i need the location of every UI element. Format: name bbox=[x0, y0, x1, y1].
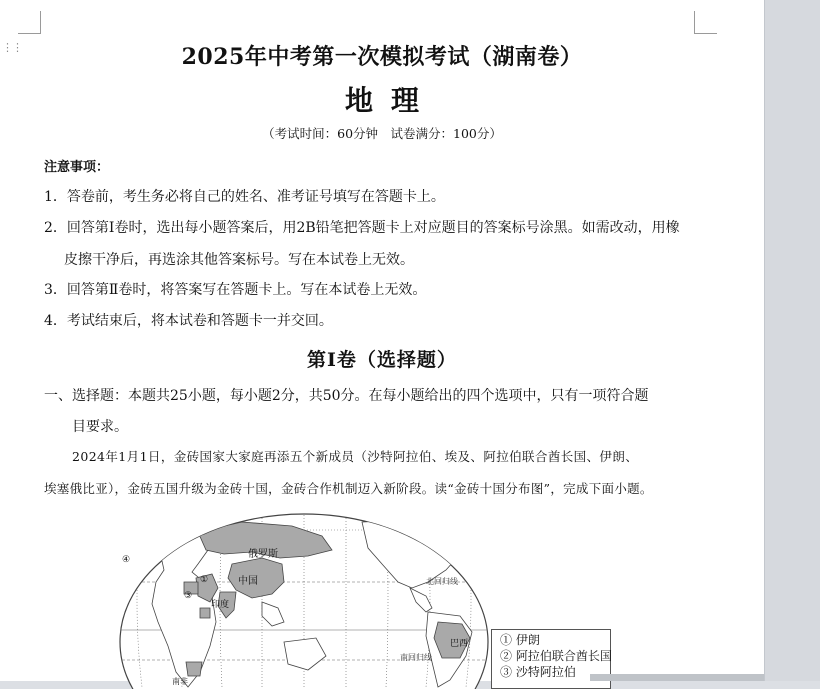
section-instruction-continuation: 目要求。 bbox=[72, 419, 128, 435]
legend-item: ① 伊朗 bbox=[500, 633, 540, 647]
map-label-china: 中国 bbox=[238, 576, 258, 587]
right-side-panel bbox=[764, 0, 820, 681]
section-instruction: 一、选择题：本题共25小题，每小题2分，共50分。在每小题给出的四个选项中，只有一项符合题 bbox=[44, 388, 649, 404]
notice-heading: 注意事项： bbox=[44, 160, 110, 175]
exam-title: 2025年中考第一次模拟考试（湖南卷） bbox=[181, 44, 583, 70]
map-label-south-tropic: 南回归线 bbox=[400, 653, 432, 662]
question-intro-continuation: 埃塞俄比亚），金砖五国升级为金砖十国，金砖合作机制迈入新阶段。读“金砖十国分布图”，完成下面小题。 bbox=[44, 481, 653, 496]
floating-toolbar-edge[interactable] bbox=[590, 674, 764, 681]
notice-item: 4．考试结束后，将本试卷和答题卡一并交回。 bbox=[44, 313, 333, 329]
map-label-india: 印度 bbox=[211, 600, 230, 610]
legend-item: ③ 沙特阿拉伯 bbox=[500, 665, 576, 679]
question-intro: 2024年1月1日，金砖国家大家庭再添五个新成员（沙特阿拉伯、埃及、阿拉伯联合酋长国、伊朗、 bbox=[72, 449, 639, 464]
notice-item: 3．回答第Ⅱ卷时，将答案写在答题卡上。写在本试卷上无效。 bbox=[44, 282, 427, 298]
map-marker-3: ③ bbox=[184, 591, 193, 601]
exam-info: （考试时间：60分钟 试卷满分：100分） bbox=[262, 126, 502, 141]
page-corner-mark-top-left bbox=[18, 11, 41, 34]
notice-item: 2．回答第Ⅰ卷时，选出每小题答案后，用2B铅笔把答题卡上对应题目的答案标号涂黑。如需改动，用橡 bbox=[44, 220, 680, 236]
map-marker-1: ① bbox=[200, 575, 209, 585]
part-title: 第Ⅰ卷（选择题） bbox=[307, 349, 457, 371]
legend-item: ② 阿拉伯联合酋长国 bbox=[500, 649, 612, 663]
page-corner-mark-top-right bbox=[694, 11, 717, 34]
south-africa-landmass bbox=[186, 662, 202, 676]
map-label-south-africa: 南非 bbox=[172, 677, 188, 686]
ethiopia-landmass bbox=[200, 608, 210, 618]
map-label-brazil: 巴西 bbox=[450, 639, 469, 649]
map-marker-4: ④ bbox=[122, 555, 131, 565]
notice-item: 1．答卷前，考生务必将自己的姓名、准考证号填写在答题卡上。 bbox=[44, 189, 445, 205]
map-label-russia: 俄罗斯 bbox=[248, 549, 278, 560]
map-label-north-tropic: 北回归线 bbox=[426, 577, 458, 586]
subject-title: 地理 bbox=[344, 84, 437, 117]
drag-handle-icon[interactable]: ⋮⋮ bbox=[2, 41, 22, 54]
brics-world-map bbox=[112, 512, 496, 687]
notice-item-continuation: 皮擦干净后，再选涂其他答案标号。写在本试卷上无效。 bbox=[64, 252, 414, 268]
